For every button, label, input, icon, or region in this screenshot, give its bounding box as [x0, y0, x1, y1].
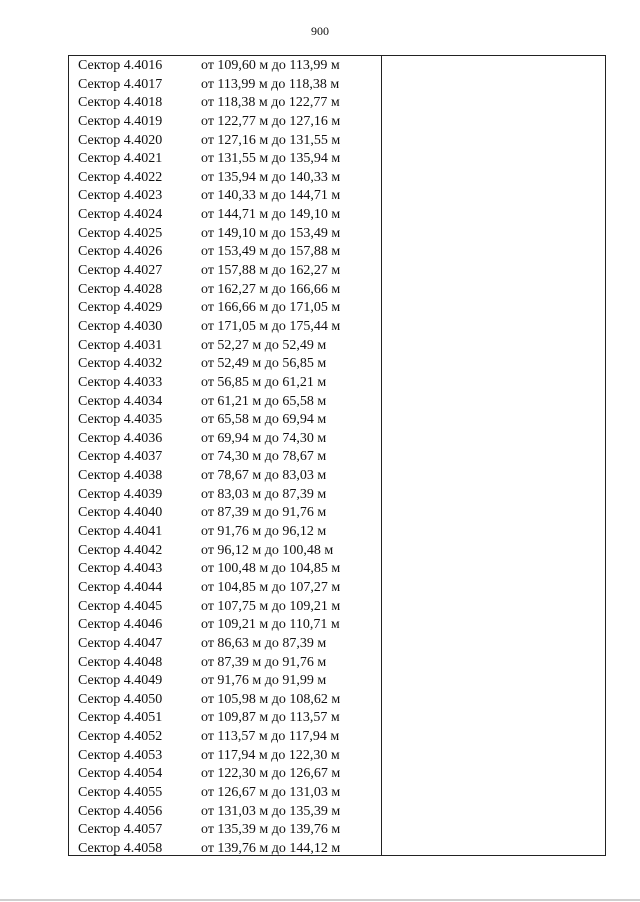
- sector-range: от 113,99 м до 118,38 м: [201, 76, 340, 92]
- sector-code: Сектор 4.4039: [78, 486, 163, 502]
- table-row: [69, 709, 381, 728]
- sector-range: от 144,71 м до 149,10 м: [201, 207, 341, 223]
- sector-range: от 104,85 м до 107,27 м: [201, 579, 341, 595]
- sector-table: [68, 55, 606, 856]
- table-row: [69, 337, 381, 356]
- table-row: [69, 393, 381, 412]
- scan-edge: [0, 899, 640, 901]
- table-row: [69, 523, 381, 542]
- sector-range: от 74,30 м до 78,67 м: [201, 449, 327, 465]
- table-row: [69, 187, 381, 206]
- table-row: [69, 411, 381, 430]
- sector-range: от 117,94 м до 122,30 м: [201, 747, 340, 763]
- table-row: [69, 355, 381, 374]
- sector-code: Сектор 4.4056: [78, 803, 163, 819]
- table-row: [69, 374, 381, 393]
- table-row: [69, 747, 381, 766]
- table-row: [69, 635, 381, 654]
- sector-range: от 109,21 м до 110,71 м: [201, 617, 340, 633]
- sector-range: от 139,76 м до 144,12 м: [201, 840, 341, 856]
- sector-code: Сектор 4.4048: [78, 654, 163, 670]
- sector-code: Сектор 4.4029: [78, 300, 163, 316]
- table-row: [69, 598, 381, 617]
- sector-range: от 109,87 м до 113,57 м: [201, 710, 340, 726]
- sector-range: от 118,38 м до 122,77 м: [201, 95, 340, 111]
- sector-code: Сектор 4.4050: [78, 691, 163, 707]
- sector-range: от 105,98 м до 108,62 м: [201, 691, 341, 707]
- sector-code: Сектор 4.4019: [78, 113, 163, 129]
- sector-code: Сектор 4.4022: [78, 169, 163, 185]
- table-row: [69, 169, 381, 188]
- table-row: [69, 691, 381, 710]
- sector-code: Сектор 4.4045: [78, 598, 163, 614]
- sector-code: Сектор 4.4025: [78, 225, 163, 241]
- sector-code: Сектор 4.4018: [78, 95, 163, 111]
- sector-code: Сектор 4.4043: [78, 561, 163, 577]
- table-row: [69, 728, 381, 747]
- table-row: [69, 654, 381, 673]
- table-row: [69, 542, 381, 561]
- table-row: [69, 150, 381, 169]
- sector-code: Сектор 4.4027: [78, 263, 163, 279]
- sector-code: Сектор 4.4052: [78, 729, 163, 745]
- sector-range: от 91,76 м до 91,99 м: [201, 673, 327, 689]
- sector-code: Сектор 4.4049: [78, 673, 163, 689]
- sector-range: от 149,10 м до 153,49 м: [201, 225, 341, 241]
- sector-code: Сектор 4.4024: [78, 207, 163, 223]
- sector-code: Сектор 4.4047: [78, 635, 163, 651]
- sector-code: Сектор 4.4023: [78, 188, 163, 204]
- sector-range: от 107,75 м до 109,21 м: [201, 598, 341, 614]
- sector-range: от 171,05 м до 175,44 м: [201, 318, 341, 334]
- sector-range: от 166,66 м до 171,05 м: [201, 300, 341, 316]
- sector-code: Сектор 4.4020: [78, 132, 163, 148]
- sector-code: Сектор 4.4058: [78, 840, 163, 856]
- sector-range: от 153,49 м до 157,88 м: [201, 244, 341, 260]
- sector-code: Сектор 4.4016: [78, 58, 163, 73]
- table-row: [69, 467, 381, 486]
- sector-code: Сектор 4.4033: [78, 374, 163, 390]
- sector-range: от 113,57 м до 117,94 м: [201, 729, 340, 745]
- sector-range: от 96,12 м до 100,48 м: [201, 542, 334, 558]
- table-row: [69, 299, 381, 318]
- column-divider: [381, 56, 382, 855]
- table-row: [69, 765, 381, 784]
- sector-range: от 135,39 м до 139,76 м: [201, 822, 341, 838]
- table-row: [69, 560, 381, 579]
- table-row: [69, 579, 381, 598]
- sector-range: от 122,77 м до 127,16 м: [201, 113, 341, 129]
- sector-code: Сектор 4.4036: [78, 430, 163, 446]
- table-row: [69, 504, 381, 523]
- sector-code: Сектор 4.4017: [78, 76, 163, 92]
- sector-code: Сектор 4.4053: [78, 747, 163, 763]
- sector-code: Сектор 4.4046: [78, 617, 163, 633]
- sector-code: Сектор 4.4021: [78, 151, 163, 167]
- sector-code: Сектор 4.4057: [78, 822, 163, 838]
- page-number: 900: [311, 24, 329, 38]
- table-row: [69, 840, 381, 859]
- sector-code: Сектор 4.4030: [78, 318, 163, 334]
- sector-code: Сектор 4.4054: [78, 766, 163, 782]
- sector-range: от 162,27 м до 166,66 м: [201, 281, 341, 297]
- sector-code: Сектор 4.4038: [78, 468, 163, 484]
- sector-code: Сектор 4.4044: [78, 579, 163, 595]
- sector-code: Сектор 4.4042: [78, 542, 163, 558]
- sector-code: Сектор 4.4051: [78, 710, 163, 726]
- sector-range: от 78,67 м до 83,03 м: [201, 468, 327, 484]
- table-row: [69, 448, 381, 467]
- table-row: [69, 784, 381, 803]
- table-row: [69, 113, 381, 132]
- sector-code: Сектор 4.4028: [78, 281, 163, 297]
- table-row: [69, 206, 381, 225]
- table-row: [69, 616, 381, 635]
- table-row: [69, 486, 381, 505]
- sector-range: от 52,27 м до 52,49 м: [201, 337, 327, 353]
- sector-range: от 122,30 м до 126,67 м: [201, 766, 341, 782]
- sector-range: от 131,03 м до 135,39 м: [201, 803, 341, 819]
- table-row: [69, 803, 381, 822]
- table-row: [69, 225, 381, 244]
- table-row: [69, 57, 381, 76]
- sector-range: от 91,76 м до 96,12 м: [201, 524, 327, 540]
- sector-range: от 127,16 м до 131,55 м: [201, 132, 341, 148]
- sector-code: Сектор 4.4034: [78, 393, 163, 409]
- table-row: [69, 132, 381, 151]
- sector-range: от 157,88 м до 162,27 м: [201, 263, 341, 279]
- table-row: [69, 243, 381, 262]
- table-row: [69, 672, 381, 691]
- sector-range: от 52,49 м до 56,85 м: [201, 356, 327, 372]
- table-row: [69, 821, 381, 840]
- table-row: [69, 281, 381, 300]
- sector-range: от 87,39 м до 91,76 м: [201, 505, 327, 521]
- sector-range: от 135,94 м до 140,33 м: [201, 169, 341, 185]
- sector-code: Сектор 4.4035: [78, 412, 163, 428]
- sector-range: от 131,55 м до 135,94 м: [201, 151, 341, 167]
- sector-code: Сектор 4.4055: [78, 784, 163, 800]
- table-row: [69, 76, 381, 95]
- sector-range: от 100,48 м до 104,85 м: [201, 561, 341, 577]
- sector-range: от 56,85 м до 61,21 м: [201, 374, 327, 390]
- table-row: [69, 430, 381, 449]
- table-body: [69, 57, 381, 859]
- table-row: [69, 318, 381, 337]
- sector-range: от 65,58 м до 69,94 м: [201, 412, 327, 428]
- sector-range: от 86,63 м до 87,39 м: [201, 635, 327, 651]
- sector-code: Сектор 4.4037: [78, 449, 163, 465]
- sector-range: от 109,60 м до 113,99 м: [201, 58, 340, 73]
- sector-code: Сектор 4.4041: [78, 524, 163, 540]
- sector-range: от 61,21 м до 65,58 м: [201, 393, 327, 409]
- sector-code: Сектор 4.4040: [78, 505, 163, 521]
- sector-code: Сектор 4.4032: [78, 356, 163, 372]
- sector-range: от 126,67 м до 131,03 м: [201, 784, 341, 800]
- table-row: [69, 262, 381, 281]
- sector-range: от 83,03 м до 87,39 м: [201, 486, 327, 502]
- sector-code: Сектор 4.4031: [78, 337, 163, 353]
- table-row: [69, 94, 381, 113]
- sector-code: Сектор 4.4026: [78, 244, 163, 260]
- sector-range: от 87,39 м до 91,76 м: [201, 654, 327, 670]
- sector-range: от 69,94 м до 74,30 м: [201, 430, 327, 446]
- sector-range: от 140,33 м до 144,71 м: [201, 188, 341, 204]
